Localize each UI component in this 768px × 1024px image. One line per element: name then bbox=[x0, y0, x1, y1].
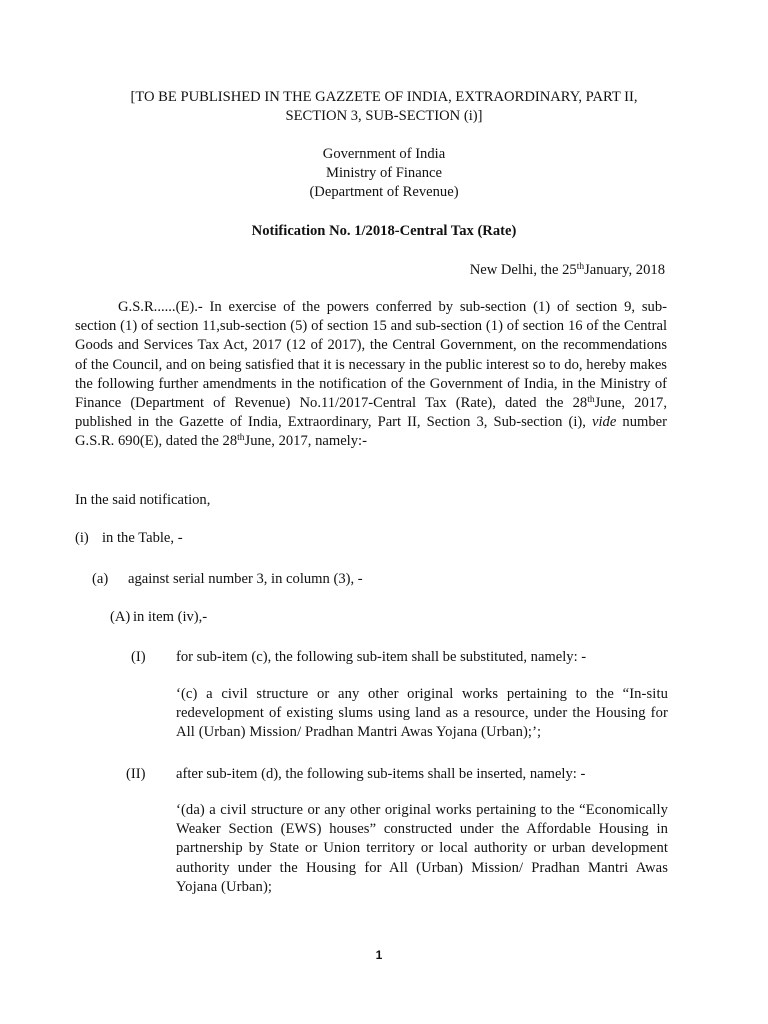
list-marker-i: (i) bbox=[75, 530, 89, 546]
list-item-i bbox=[75, 529, 183, 548]
preamble-paragraph bbox=[75, 298, 667, 452]
substituted-subitem-c: ‘(c) a civil structure or any other original works pertaining to the “In-situ redevelopment of existing slums using land as a resource, under the Housing for All (Urban) Mission/ Pradhan Mantri Awas Yojana (Urban);’; bbox=[176, 686, 668, 741]
list-text-I: for sub-item (c), the following sub-item shall be substituted, namely: - bbox=[176, 649, 587, 665]
list-text-II: after sub-item (d), the following sub-items shall be inserted, namely: - bbox=[176, 766, 586, 782]
ministry-name: Ministry of Finance bbox=[326, 165, 442, 182]
preamble-vide: vide bbox=[592, 414, 617, 431]
preamble-text-3: number G.S.R. 690(E), dated the 28 bbox=[75, 414, 667, 450]
list-text-a: against serial number 3, in column (3), - bbox=[128, 571, 363, 587]
list-text-A: in item (iv),- bbox=[133, 609, 208, 625]
list-item-I bbox=[131, 648, 587, 667]
preamble-text-2: June, 2017, published in the Gazette of India, Extraordinary, Part II, Section 3, Sub-section (i), bbox=[75, 395, 667, 431]
preamble-ordinal-1: th bbox=[587, 395, 595, 406]
publication-header bbox=[60, 88, 708, 126]
list-item-A bbox=[110, 608, 208, 627]
list-marker-A: (A) bbox=[110, 609, 131, 625]
list-marker-II: (II) bbox=[126, 766, 146, 782]
issuer-block bbox=[60, 145, 708, 203]
preamble-text-1: G.S.R......(E).- In exercise of the powers conferred by sub-section (1) of section 9, sub-section (1) of section 11,sub-section (5) of section 15 and sub-section (1) of section 16 of the Central Goods and Services Tax Act, 2017 (12 of 2017), the Central Government, on the recommendations of the Council, and on being satisfied that it is necessary in the public interest so to do, hereby makes the following further amendments in the notification of the Government of India, in the Ministry of Finance (Department of Revenue) No.11/2017-Central Tax (Rate), dated the 28 bbox=[75, 299, 667, 412]
publication-header-line-1: [TO BE PUBLISHED IN THE GAZZETE OF INDIA, EXTRAORDINARY, PART II, bbox=[130, 89, 638, 105]
publication-header-line-2: SECTION 3, SUB-SECTION (i)] bbox=[285, 108, 483, 125]
list-text-i: in the Table, - bbox=[102, 530, 183, 546]
said-notification-line: In the said notification, bbox=[75, 492, 211, 508]
department-name: (Department of Revenue) bbox=[309, 184, 459, 201]
inserted-subitem-da: ‘(da) a civil structure or any other original works pertaining to the “Economically Weaker Section (EWS) houses” constructed under the Affordable Housing in partnership by State or Union territory or local authority or urban development authority under the Housing for All (Urban) Mission/ Pradhan Mantri Awas Yojana (Urban); bbox=[176, 802, 668, 895]
date-suffix: January, 2018 bbox=[584, 262, 665, 278]
preamble-ordinal-2: th bbox=[237, 433, 245, 444]
list-marker-I: (I) bbox=[131, 649, 146, 665]
date-line bbox=[470, 261, 665, 280]
government-name: Government of India bbox=[322, 146, 446, 162]
page-number: 1 bbox=[375, 948, 383, 962]
date-prefix: New Delhi, the 25 bbox=[469, 262, 577, 278]
list-marker-a: (a) bbox=[92, 571, 109, 587]
date-ordinal: th bbox=[576, 262, 585, 272]
list-item-a bbox=[92, 570, 363, 589]
notification-title: Notification No. 1/2018-Central Tax (Rate) bbox=[251, 223, 517, 239]
preamble-text-4: June, 2017, namely:- bbox=[244, 433, 367, 450]
list-item-II bbox=[126, 765, 586, 784]
